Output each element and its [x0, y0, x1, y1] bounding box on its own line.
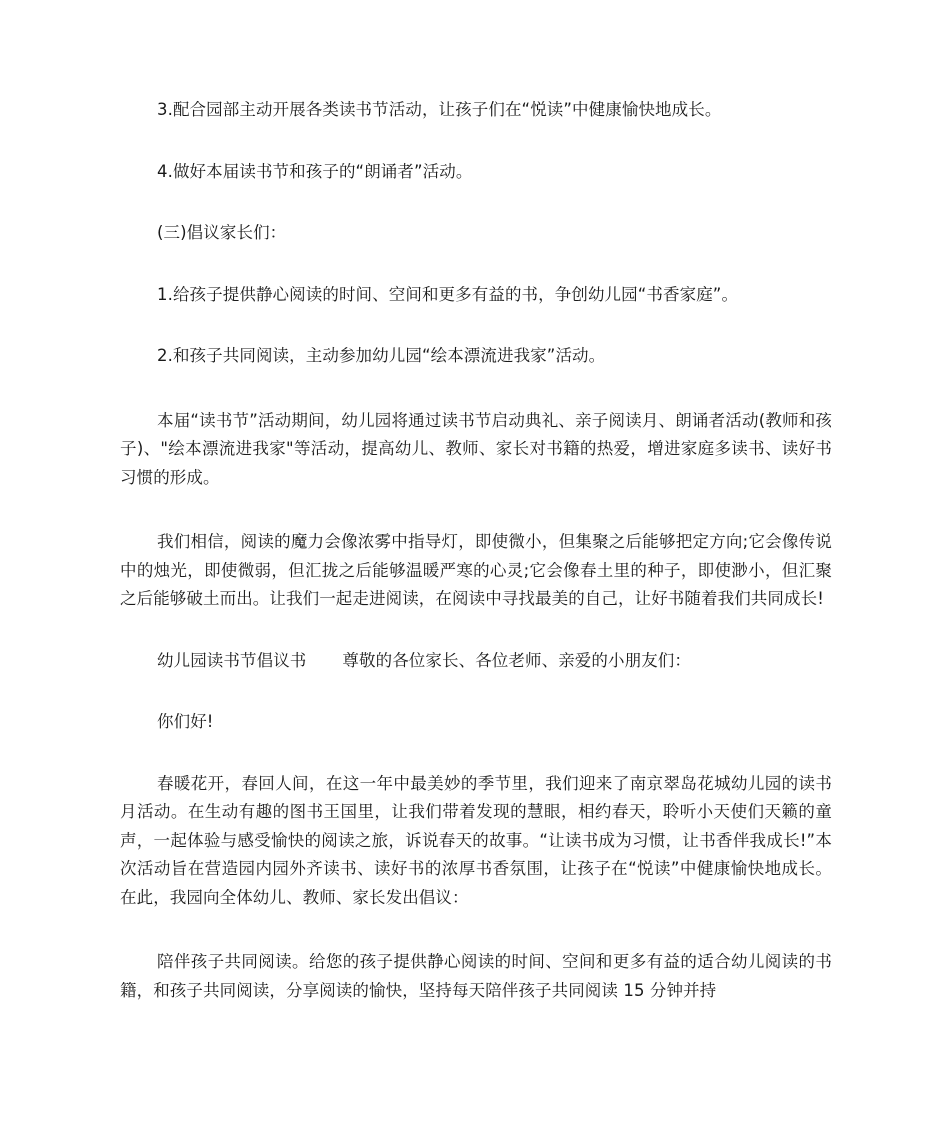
spring-paragraph: 春暖花开，春回人间，在这一年中最美妙的季节里，我们迎来了南京翠岛花城幼儿园的读书月活动。在生动有趣的图书王国里，让我们带着发现的慧眼，相约春天，聆听小天使们天籁的童声，一起体验与感受愉快的阅读之旅，诉说春天的故事。“让读书成为习惯，让书香伴我成长!”本次活动旨在营造园内园外齐读书、读好书的浓厚书香氛围，让孩子在“悦读”中健康愉快地成长。在此，我园向全体幼儿、教师、家长发出倡议： — [120, 773, 832, 907]
document-body — [120, 96, 832, 1005]
belief-paragraph: 我们相信，阅读的魔力会像浓雾中指导灯，即使微小，但集聚之后能够把定方向;它会像传说中的烛光，即使微弱，但汇拢之后能够温暖严寒的心灵;它会像春土里的种子，即使渺小，但汇聚之后能够破土而出。让我们一起走进阅读，在阅读中寻找最美的自己，让好书随着我们共同成长! — [120, 532, 832, 608]
section-heading-parents: (三)倡议家长们： — [157, 223, 287, 242]
accompany-reading-paragraph: 陪伴孩子共同阅读。给您的孩子提供静心阅读的时间、空间和更多有益的适合幼儿阅读的书籍，和孩子共同阅读，分享阅读的愉快，坚持每天陪伴孩子共同阅读 15 分钟并持 — [120, 952, 832, 1000]
parent-item-2: 2.和孩子共同阅读，主动参加幼儿园“绘本漂流进我家”活动。 — [157, 346, 606, 365]
heading-line — [120, 647, 832, 676]
parent-item-1: 1.给孩子提供静心阅读的时间、空间和更多有益的书，争创幼儿园“书香家庭”。 — [157, 284, 739, 304]
paragraph-item-3: 3.配合园部主动开展各类读书节活动，让孩子们在“悦读”中健康愉快地成长。 — [157, 100, 722, 119]
salutation: 尊敬的各位家长、各位老师、亲爱的小朋友们： — [342, 650, 692, 670]
paragraph-item-4: 4.做好本届读书节和孩子的“朗诵者”活动。 — [157, 161, 473, 181]
proposal-title: 幼儿园读书节倡议书 — [157, 650, 307, 670]
greeting: 你们好! — [157, 712, 214, 731]
activity-summary-paragraph: 本届“读书节”活动期间，幼儿园将通过读书节启动典礼、亲子阅读月、朗诵者活动(教师和孩子)、"绘本漂流进我家"等活动，提高幼儿、教师、家长对书籍的热爱，增进家庭多读书、读好书习惯的形成。 — [120, 410, 832, 487]
